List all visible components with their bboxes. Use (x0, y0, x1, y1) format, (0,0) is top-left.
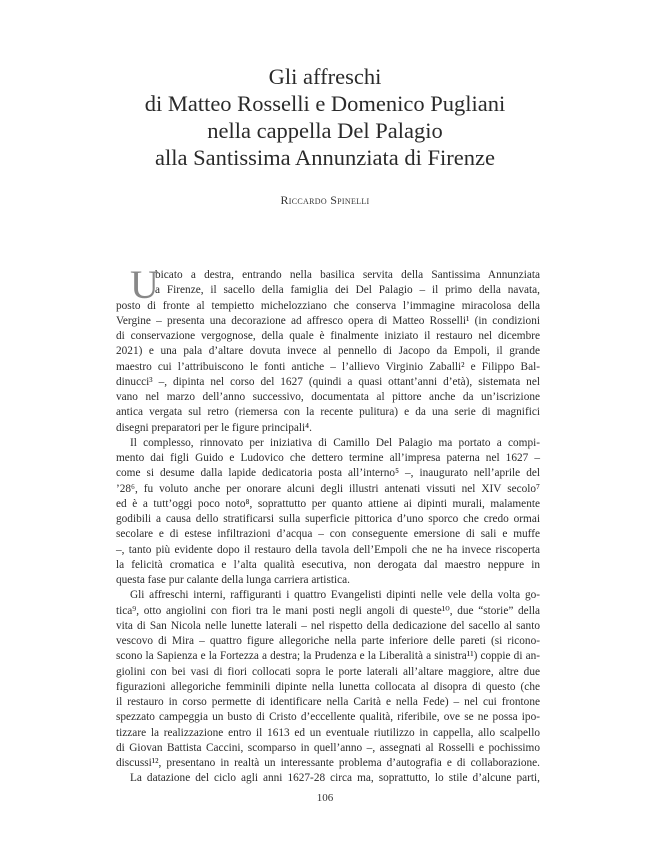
text-line: Gli affreschi interni, raffiguranti i quattro Evangelisti dipinti nelle vele della volta go- (130, 589, 540, 602)
text-line: vita di San Nicola nelle lunette laterali – nel rispetto della dedicazione del sacello al santo (116, 619, 540, 632)
text-line: Il complesso, rinnovato per iniziativa di Camillo Del Palagio ma portato a compi- (130, 436, 540, 449)
text-line: dinucci³ –, dipinta nel corso del 1627 (quindi a quasi ottant’anni d’età), sistemata nel (116, 375, 540, 388)
text-line: figurazioni allegoriche femminili dipinte nella lunetta collocata al disopra di questo (che (116, 680, 540, 693)
text-line: spezzato campeggia un busto di Cristo d’eccellente qualità, riferibile, ove se ne possa ipo- (116, 711, 540, 724)
title-line: Gli affreschi (268, 64, 382, 89)
text-line: disegni preparatori per le figure principali⁴. (116, 421, 312, 434)
text-line: Vergine – presenta una decorazione ad affresco opera di Matteo Rosselli¹ (in condizioni (116, 314, 540, 327)
text-line: ed è a tutt’oggi poco noto⁸, soprattutto per quanto attiene ai dipinti murali, malamente (116, 497, 540, 510)
text-line: antica vergata sul retro (riemersa con la recente pulitura) e da una serie di magnifici (116, 406, 540, 419)
text-line: giolini con bei vasi di fiori collocati sopra le porte laterali all’altare maggiore, altre due (116, 665, 540, 678)
text-line: bicato a destra, entrando nella basilica servita della Santissima Annunziata (155, 269, 540, 281)
text-line: il restauro in corso permette di identificare nella Carità e nella Fede) – nel cui frontone (116, 696, 540, 708)
text-line: 2021) e una pala d’altare dovuta invece al pennello di Jacopo da Empoli, il grande (116, 345, 540, 358)
text-line: tica⁹, otto angiolini con fiori tra le mani posti negli angoli di queste¹⁰, due “storie” della (116, 604, 540, 617)
body-text (116, 262, 540, 787)
text-line: godibili a causa dello stratificarsi sulla superficie pittorica d’uno sporco che credo ormai (116, 513, 540, 525)
text-line: di Giovan Battista Caccini, scomparso in quell’anno –, assegnati al Rosselli e pochissimo (116, 741, 540, 754)
author-name: Riccardo Spinelli (280, 193, 370, 207)
text-line: la felicità cromatica e l’alta qualità esecutiva, non derogata dal maestro neppure in (116, 558, 540, 571)
title-line: alla Santissima Annunziata di Firenze (155, 145, 495, 170)
drop-cap: U (130, 262, 159, 307)
text-line: scono la Sapienza e la Fortezza a destra; la Prudenza e la Liberalità a sinistra¹¹) coppie di an- (116, 650, 540, 663)
text-line: vescovo di Mira – quattro figure allegoriche nella parte inferiore delle pareti (si ricono- (116, 635, 540, 647)
text-line: tizzare la realizzazione entro il 1613 ed un eventuale riutilizzo in cappella, allo scalpello (116, 726, 540, 739)
text-line: La datazione del ciclo agli anni 1627-28 circa ma, soprattutto, lo stile d’alcune parti, (130, 772, 540, 785)
text-line: a Firenze, il sacello della famiglia dei Del Palagio – il primo della navata, (155, 284, 540, 297)
title-line: di Matteo Rosselli e Domenico Pugliani (144, 91, 506, 116)
article-title (0, 63, 650, 171)
text-line: vano nel marzo dell’anno successivo, documentata al pittore anche da un’iscrizione (116, 391, 540, 403)
text-line: mento dai figli Guido e Ludovico che dettero termine all’impresa paterna nel 1627 – (116, 452, 540, 464)
title-line: nella cappella Del Palagio (207, 118, 443, 143)
text-line: di conservazione vergognose, della quale è finalmente iniziato il restauro nel dicembre (116, 330, 540, 342)
text-line: questa fase pur calante della lunga carriera artistica. (116, 574, 350, 586)
text-line: posto di fronte al tempietto michelozziano che conserva l’immagine miracolosa della (116, 299, 540, 312)
page-number: 106 (316, 792, 334, 804)
text-line: come si desume dalla lapide dedicatoria posta all’interno⁵ –, inaugurato nell’aprile del (116, 467, 540, 480)
text-line: –, tanto più evidente dopo il restauro della tavola dell’Empoli che ne ha invece riscoperta (116, 543, 540, 556)
text-line: maestro cui l’attribuiscono le fonti antiche – l’allievo Virginio Zaballi² e Filippo Bal- (116, 360, 540, 373)
text-line: secolare e di estese infiltrazioni d’acqua – con conseguente emersione di sali e muffe (116, 528, 540, 541)
text-line: ’28⁶, fu voluto anche per onorare alcuni degli illustri antenati vissuti nel XIV secolo⁷ (116, 482, 540, 495)
text-line: discussi¹², presentano in realtà un interessante problema d’autografia e di collaborazione. (116, 757, 540, 769)
